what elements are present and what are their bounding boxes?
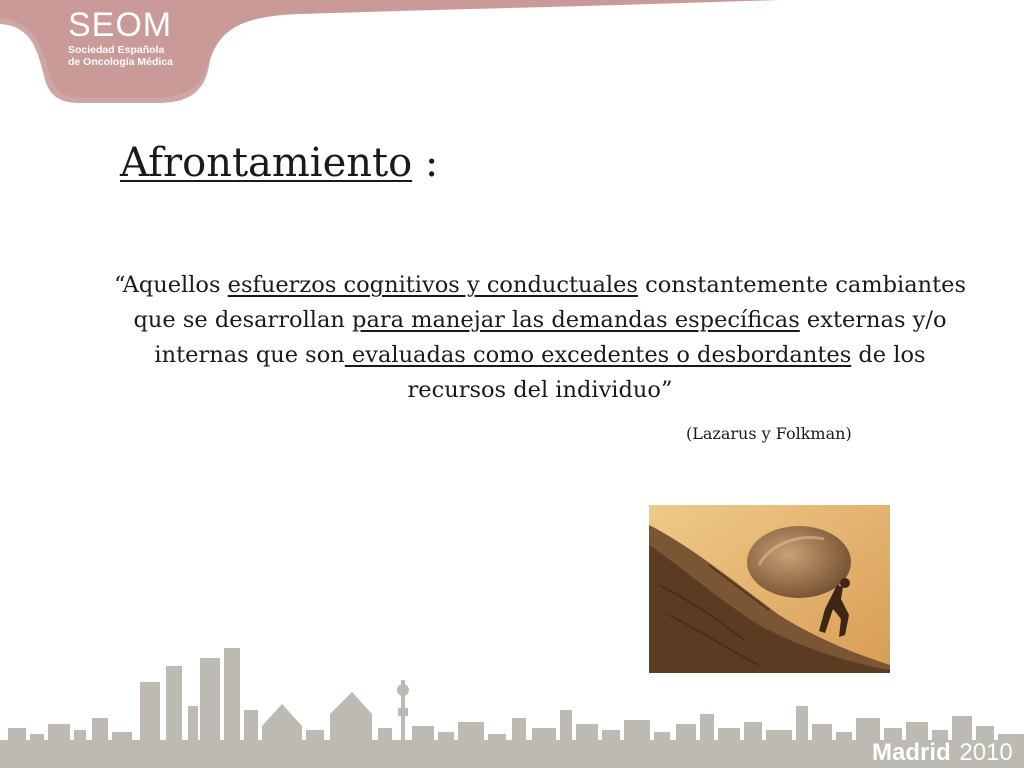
logo-line-2: de Oncología Médica bbox=[68, 56, 174, 68]
slide-title-suffix: : bbox=[412, 140, 439, 186]
quote-segment: externas y/o internas que son bbox=[154, 307, 947, 368]
citation: (Lazarus y Folkman) bbox=[686, 424, 852, 443]
quote-underlined-segment: evaluadas como excedentes o desbordantes bbox=[344, 342, 852, 368]
seom-logo bbox=[68, 6, 173, 68]
logo-brand: SEOM bbox=[68, 6, 173, 44]
logo-line-1: Sociedad Española bbox=[68, 44, 165, 56]
quote-underlined-segment: para manejar las demandas específicas bbox=[352, 307, 800, 333]
madrid-skyline bbox=[0, 630, 1024, 768]
footer-year: 2010 bbox=[959, 739, 1013, 766]
quote-segment: de los recursos del individuo” bbox=[407, 342, 926, 403]
slide-title-word: Afrontamiento bbox=[120, 140, 413, 186]
quote-segment: “Aquellos bbox=[113, 272, 228, 298]
definition-quote bbox=[105, 268, 975, 408]
slide-title bbox=[120, 140, 438, 186]
footer-location-mark bbox=[872, 739, 1013, 767]
quote-segment: constantemente cambiantes que se desarrollan bbox=[133, 272, 967, 333]
footer-city: Madrid bbox=[872, 739, 951, 766]
quote-underlined-segment: esfuerzos cognitivos y conductuales bbox=[227, 272, 638, 298]
